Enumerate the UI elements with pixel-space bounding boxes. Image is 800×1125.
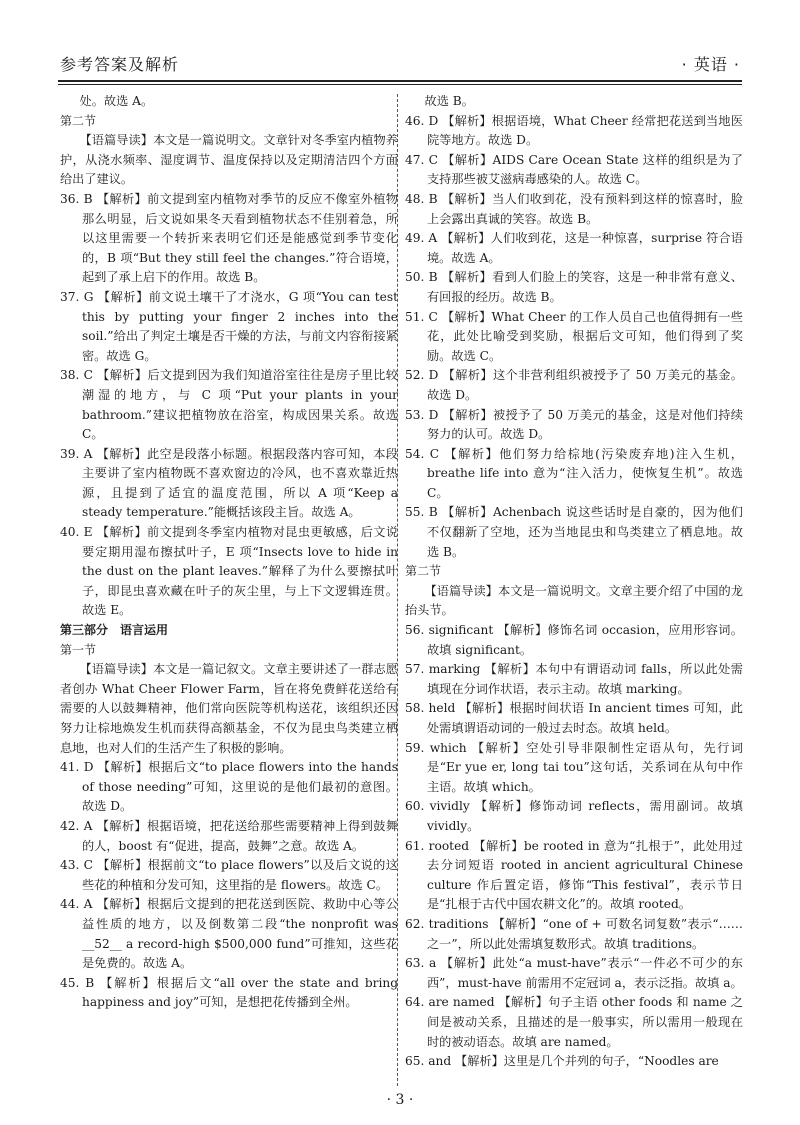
answer-paragraph: 40. E 【解析】前文提到冬季室内植物对昆虫更敏感，后文说要定期用湿布擦拭叶子，E 项“Insects love to hide in the dust on the plant leaves.”解释了为什么要擦拭叶子，即昆虫喜欢藏在叶子的灰尘里，与上下文逻辑连贯。故选 E。 <box>60 525 398 618</box>
answer-paragraph: 43. C 【解析】根据前文“to place flowers”以及后文说的这些花的种植和分发可知，这里指的是 flowers。故选 C。 <box>60 858 398 892</box>
answer-paragraph: 65. and 【解析】这里是几个并列的句子，“Noodles are <box>405 1054 719 1069</box>
answer-paragraph: 62. traditions 【解析】“one of + 可数名词复数”表示“……之一”，所以此处需填复数形式。故填 traditions。 <box>405 916 743 951</box>
answer-paragraph: 36. B 【解析】前文提到室内植物对季节的反应不像室外植物那么明显，后文说如果冬天看到植物状态不佳别着急，所以这里需要一个转折来表明它们还是能感觉到季节变化的，B 项“But they still feel the changes.”符合语境，起到了承上启下的作用。故选 B。 <box>60 191 398 285</box>
right-column <box>405 92 743 1072</box>
answer-paragraph: 49. A 【解析】人们收到花，这是一种惊喜，surprise 符合语境。故选 A。 <box>405 231 743 265</box>
answer-paragraph: 【语篇导读】本文是一篇记叙文。文章主要讲述了一群志愿者创办 What Cheer Flower Farm，旨在将免费鲜花送给有需要的人以鼓舞精神，他们常向医院等机构送花，该组织还因努力让棕地焕发生机而获得高额基金，不仅为昆虫鸟类建立栖息地，也对人们的生活产生了积极的影响。 <box>60 662 398 755</box>
answer-paragraph: 61. rooted 【解析】be rooted in 意为“扎根于”，此处用过去分词短语 rooted in ancient agricultural Chinese culture 作后置定语，修饰“This festival”，表示节日是“扎根于古代中国农耕文化”的。故填 rooted。 <box>405 838 743 912</box>
answer-paragraph: 55. B 【解析】Achenbach 说这些话时是自豪的，因为他们不仅翻新了空地，还为当地昆虫和鸟类建立了栖息地。故选 B。 <box>405 505 743 559</box>
left-column <box>60 92 398 1013</box>
answer-paragraph: 53. D 【解析】被授予了 50 万美元的基金，这是对他们持续努力的认可。故选 D。 <box>405 407 743 442</box>
answer-paragraph: 57. marking 【解析】本句中有谓语动词 falls，所以此处需填现在分词作状语，表示主动。故填 marking。 <box>405 662 743 696</box>
answer-paragraph: 42. A 【解析】根据语境，把花送给那些需要精神上得到鼓舞的人，boost 有“促进，提高，鼓舞”之意。故选 A。 <box>60 818 398 853</box>
answer-paragraph: 51. C 【解析】What Cheer 的工作人员自己也值得拥有一些花，此处比喻受到奖励，根据后文可知，他们得到了奖励。故选 C。 <box>405 309 743 363</box>
answer-paragraph: 39. A 【解析】此空是段落小标题。根据段落内容可知，本段主要讲了室内植物既不喜欢窗边的冷风，也不喜欢靠近热源，且提到了适宜的温度范围，所以 A 项“Keep a steady temperature.”能概括该段主旨。故选 A。 <box>60 446 398 520</box>
answer-paragraph: 47. C 【解析】AIDS Care Ocean State 这样的组织是为了支持那些被艾滋病毒感染的人。故选 C。 <box>405 152 743 187</box>
answer-paragraph: 37. G 【解析】前文说土壤干了才浇水，G 项“You can test this by putting your finger 2 inches into the soil.”给出了判定土壤是否干燥的方法，与前文内容衔接紧密。故选 G。 <box>60 289 398 363</box>
answer-paragraph: 59. which 【解析】空处引导非限制性定语从句，先行词是“Er yue er, long tai tou”这句话，关系词在从句中作主语。故填 which。 <box>405 740 743 794</box>
running-header <box>58 50 742 76</box>
answer-paragraph: 58. held 【解析】根据时间状语 In ancient times 可知，此处需填谓语动词的一般过去时态。故填 held。 <box>405 701 743 735</box>
answer-paragraph: 44. A 【解析】根据后文提到的把花送到医院、救助中心等公益性质的地方，以及倒数第二段“the nonprofit was __52__ a record-high $500,000 fund”可推知，这些花是免费的。故选 A。 <box>60 897 398 971</box>
answer-paragraph: 54. C 【解析】他们努力给棕地(污染废弃地)注入生机，breathe life into 意为“注入活力，使恢复生机”。故选 C。 <box>405 446 743 500</box>
answer-paragraph: 处。故选 A。 <box>79 94 154 108</box>
answer-paragraph: 52. D 【解析】这个非营利组织被授予了 50 万美元的基金。故选 D。 <box>405 368 743 402</box>
answer-paragraph: 【语篇导读】本文是一篇说明文。文章主要介绍了中国的龙抬头节。 <box>405 583 743 618</box>
answer-paragraph: 45. B 【解析】根据后文“all over the state and bring happiness and joy”可知，是想把花传播到全州。 <box>60 975 398 1010</box>
section-heading: 第二节 <box>60 113 97 128</box>
column-divider <box>397 94 398 1086</box>
header-subject: · 英语 · <box>681 55 740 74</box>
answer-paragraph: 41. D 【解析】根据后文“to place flowers into the hands of those needing”可知，这里说的是他们最初的意图。故选 D。 <box>60 760 398 814</box>
section-heading: 第三部分 语言运用 <box>60 623 169 638</box>
answer-paragraph: 46. D 【解析】根据语境，What Cheer 经常把花送到当地医院等地方。故选 D。 <box>405 113 743 148</box>
header-rule-thin <box>58 84 742 85</box>
answer-paragraph: 64. are named 【解析】句子主语 other foods 和 name 之间是被动关系，且描述的是一般事实，所以需用一般现在时的被动语态。故填 are named。 <box>405 995 743 1049</box>
answer-paragraph: 故选 B。 <box>424 94 474 108</box>
section-heading: 第二节 <box>405 564 442 579</box>
answer-paragraph: 63. a 【解析】此处“a must-have”表示“一件必不可少的东西”，must-have 前需用不定冠词 a，表示泛指。故填 a。 <box>405 956 743 990</box>
answer-paragraph: 48. B 【解析】当人们收到花，没有预料到这样的惊喜时，脸上会露出真诚的笑容。故选 B。 <box>405 191 743 226</box>
answer-paragraph: 38. C 【解析】后文提到因为我们知道浴室往往是房子里比较潮湿的地方，与 C 项“Put your plants in your bathroom.”建议把植物放在浴室，构成因果关系。故选 C。 <box>60 368 398 442</box>
answer-paragraph: 56. significant 【解析】修饰名词 occasion，应用形容词。故填 significant。 <box>405 623 743 657</box>
answer-paragraph: 【语篇导读】本文是一篇说明文。文章针对冬季室内植物养护，从浇水频率、湿度调节、温度保持以及定期清洁四个方面给出了建议。 <box>60 133 398 187</box>
section-heading: 第一节 <box>60 642 97 657</box>
answer-paragraph: 50. B 【解析】看到人们脸上的笑容，这是一种非常有意义、有回报的经历。故选 B。 <box>405 270 743 304</box>
header-title: 参考答案及解析 <box>60 55 180 74</box>
header-rule <box>58 80 742 82</box>
page-number: · 3 · <box>386 1092 414 1108</box>
answer-paragraph: 60. vividly 【解析】修饰动词 reflects，需用副词。故填 vividly。 <box>405 799 743 833</box>
